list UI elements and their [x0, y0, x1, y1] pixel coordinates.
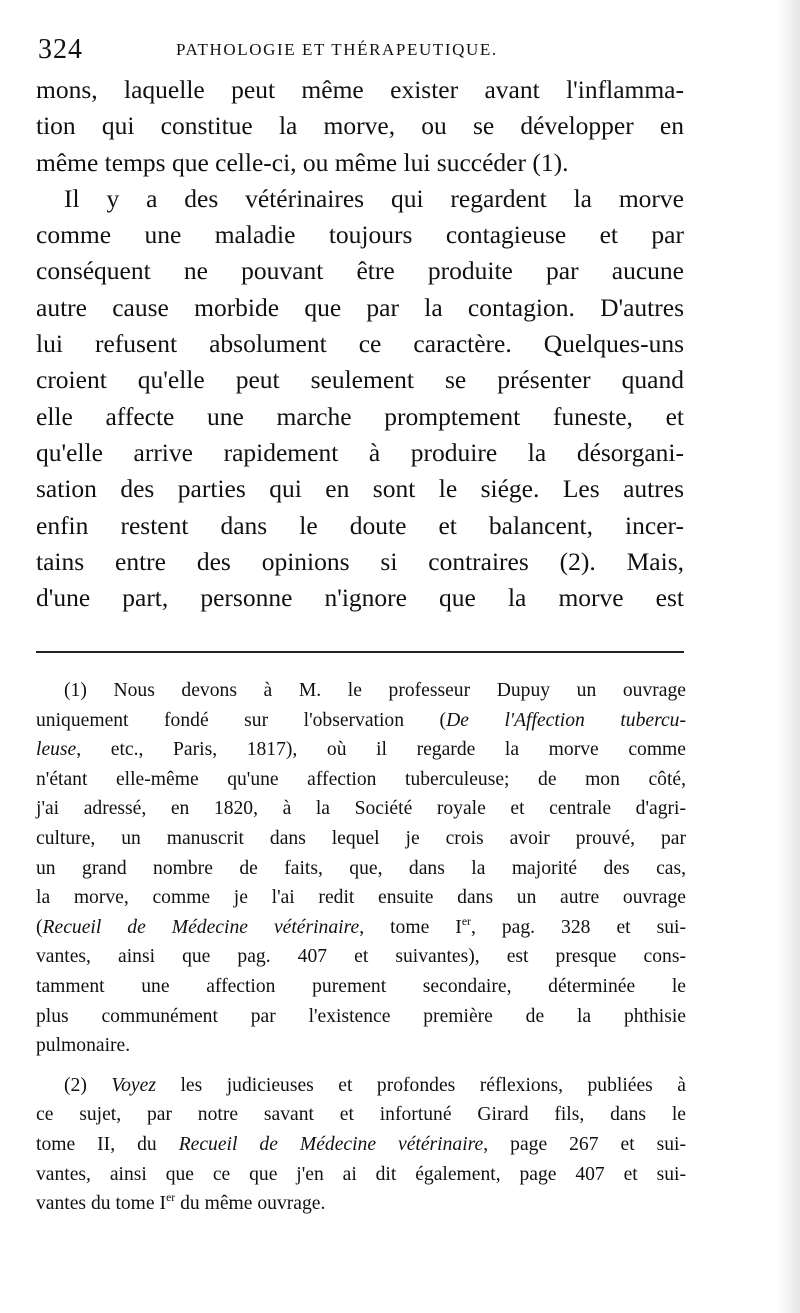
- footnote-line: [36, 913, 686, 943]
- footnote-italic-title: leuse: [36, 739, 77, 761]
- footnote-line: culture, un manuscrit dans lequel je crois avoir prouvé, par: [36, 827, 686, 849]
- body-line: sation des parties qui en sont le siége. Les autres: [36, 474, 684, 504]
- footnote-line: plus communément par l'existence première de la phthisie: [36, 1005, 686, 1027]
- body-line: lui refusent absolument ce caractère. Quelques-uns: [36, 329, 684, 359]
- footnote-line: (1) Nous devons à M. le professeur Dupuy un ouvrage: [64, 680, 686, 701]
- footnote-italic-title: Recueil de Médecine vétérinaire: [178, 1133, 484, 1155]
- footnote-text: (: [36, 916, 43, 938]
- body-line: tains entre des opinions si contraires (2). Mais,: [36, 546, 684, 576]
- footnote-line: n'étant elle-même qu'une affection tuberculeuse; de mon côté,: [36, 768, 686, 790]
- footnote-text: les judicieuses et profondes réflexions, publiées à: [155, 1074, 686, 1096]
- footnote-line: [36, 1130, 686, 1160]
- body-line: conséquent ne pouvant être produite par aucune: [36, 256, 684, 286]
- footnote-gap: [36, 1061, 686, 1071]
- running-head: [38, 34, 688, 70]
- page-number: 324: [38, 34, 83, 65]
- body-text: [36, 72, 684, 616]
- footnote-italic-title: De l'Affection tubercu-: [446, 709, 686, 731]
- footnote-line: [36, 1071, 686, 1101]
- superscript: er: [166, 1190, 176, 1204]
- footnote-2: [36, 1071, 686, 1219]
- footnote-text: (2): [64, 1074, 112, 1096]
- footnote-italic-word: Voyez: [111, 1074, 156, 1096]
- footnote-italic-title: Recueil de Médecine vétérinaire: [42, 916, 360, 938]
- footnote-line: pulmonaire.: [36, 1035, 131, 1057]
- page-edge-shadow: [778, 0, 800, 1313]
- footnote-line: [36, 1189, 686, 1219]
- footnote-text: du même ouvrage.: [175, 1193, 326, 1215]
- footnote-text: , etc., Paris, 1817), où il regarde la morve comme: [76, 739, 686, 761]
- body-line: Il y a des vétérinaires qui regardent la morve: [64, 183, 684, 213]
- footnote-line: tamment une affection purement secondaire, déterminée le: [36, 975, 686, 997]
- footnote-text: tome II, du: [36, 1133, 179, 1155]
- body-line: qu'elle arrive rapidement à produire la désorgani-: [36, 437, 684, 467]
- body-line: même temps que celle-ci, ou même lui succéder (1).: [36, 147, 569, 177]
- footnote-text: , pag. 328 et sui-: [470, 916, 687, 938]
- footnote-line: [36, 735, 686, 765]
- body-line: croient qu'elle peut seulement se présenter quand: [36, 365, 684, 395]
- body-line: d'une part, personne n'ignore que la morve est: [36, 583, 684, 613]
- superscript: er: [461, 914, 471, 928]
- body-line: mons, laquelle peut même exister avant l'inflamma-: [36, 75, 684, 104]
- body-line: autre cause morbide que par la contagion. D'autres: [36, 292, 684, 322]
- footnote-line: j'ai adressé, en 1820, à la Société royale et centrale d'agri-: [36, 798, 686, 820]
- footnote-line: vantes, ainsi que pag. 407 et suivantes), est presque cons-: [36, 946, 686, 968]
- footnote-divider: [36, 651, 684, 653]
- footnotes: [36, 676, 686, 1219]
- footnote-text: , page 267 et sui-: [483, 1133, 687, 1155]
- footnote-1: [36, 676, 686, 1061]
- body-line: elle affecte une marche promptement funeste, et: [36, 401, 684, 431]
- footnote-text: vantes du tome I: [36, 1193, 167, 1215]
- footnote-line: la morve, comme je l'ai redit ensuite dans un autre ouvrage: [36, 887, 686, 909]
- body-line: enfin restent dans le doute et balancent, incer-: [36, 510, 684, 540]
- footnote-line: ce sujet, par notre savant et infortuné Girard fils, dans le: [36, 1104, 686, 1126]
- running-title: PATHOLOGIE ET THÉRAPEUTIQUE.: [176, 40, 498, 59]
- footnote-line: [36, 706, 686, 736]
- body-line: comme une maladie toujours contagieuse et par: [36, 220, 684, 250]
- footnote-line: un grand nombre de faits, que, dans la majorité des cas,: [36, 857, 686, 879]
- footnote-line: vantes, ainsi que ce que j'en ai dit également, page 407 et sui-: [36, 1163, 686, 1185]
- footnote-text: , tome I: [359, 916, 462, 938]
- footnote-text: uniquement fondé sur l'observation (: [36, 709, 447, 731]
- body-line: tion qui constitue la morve, ou se développer en: [36, 111, 684, 141]
